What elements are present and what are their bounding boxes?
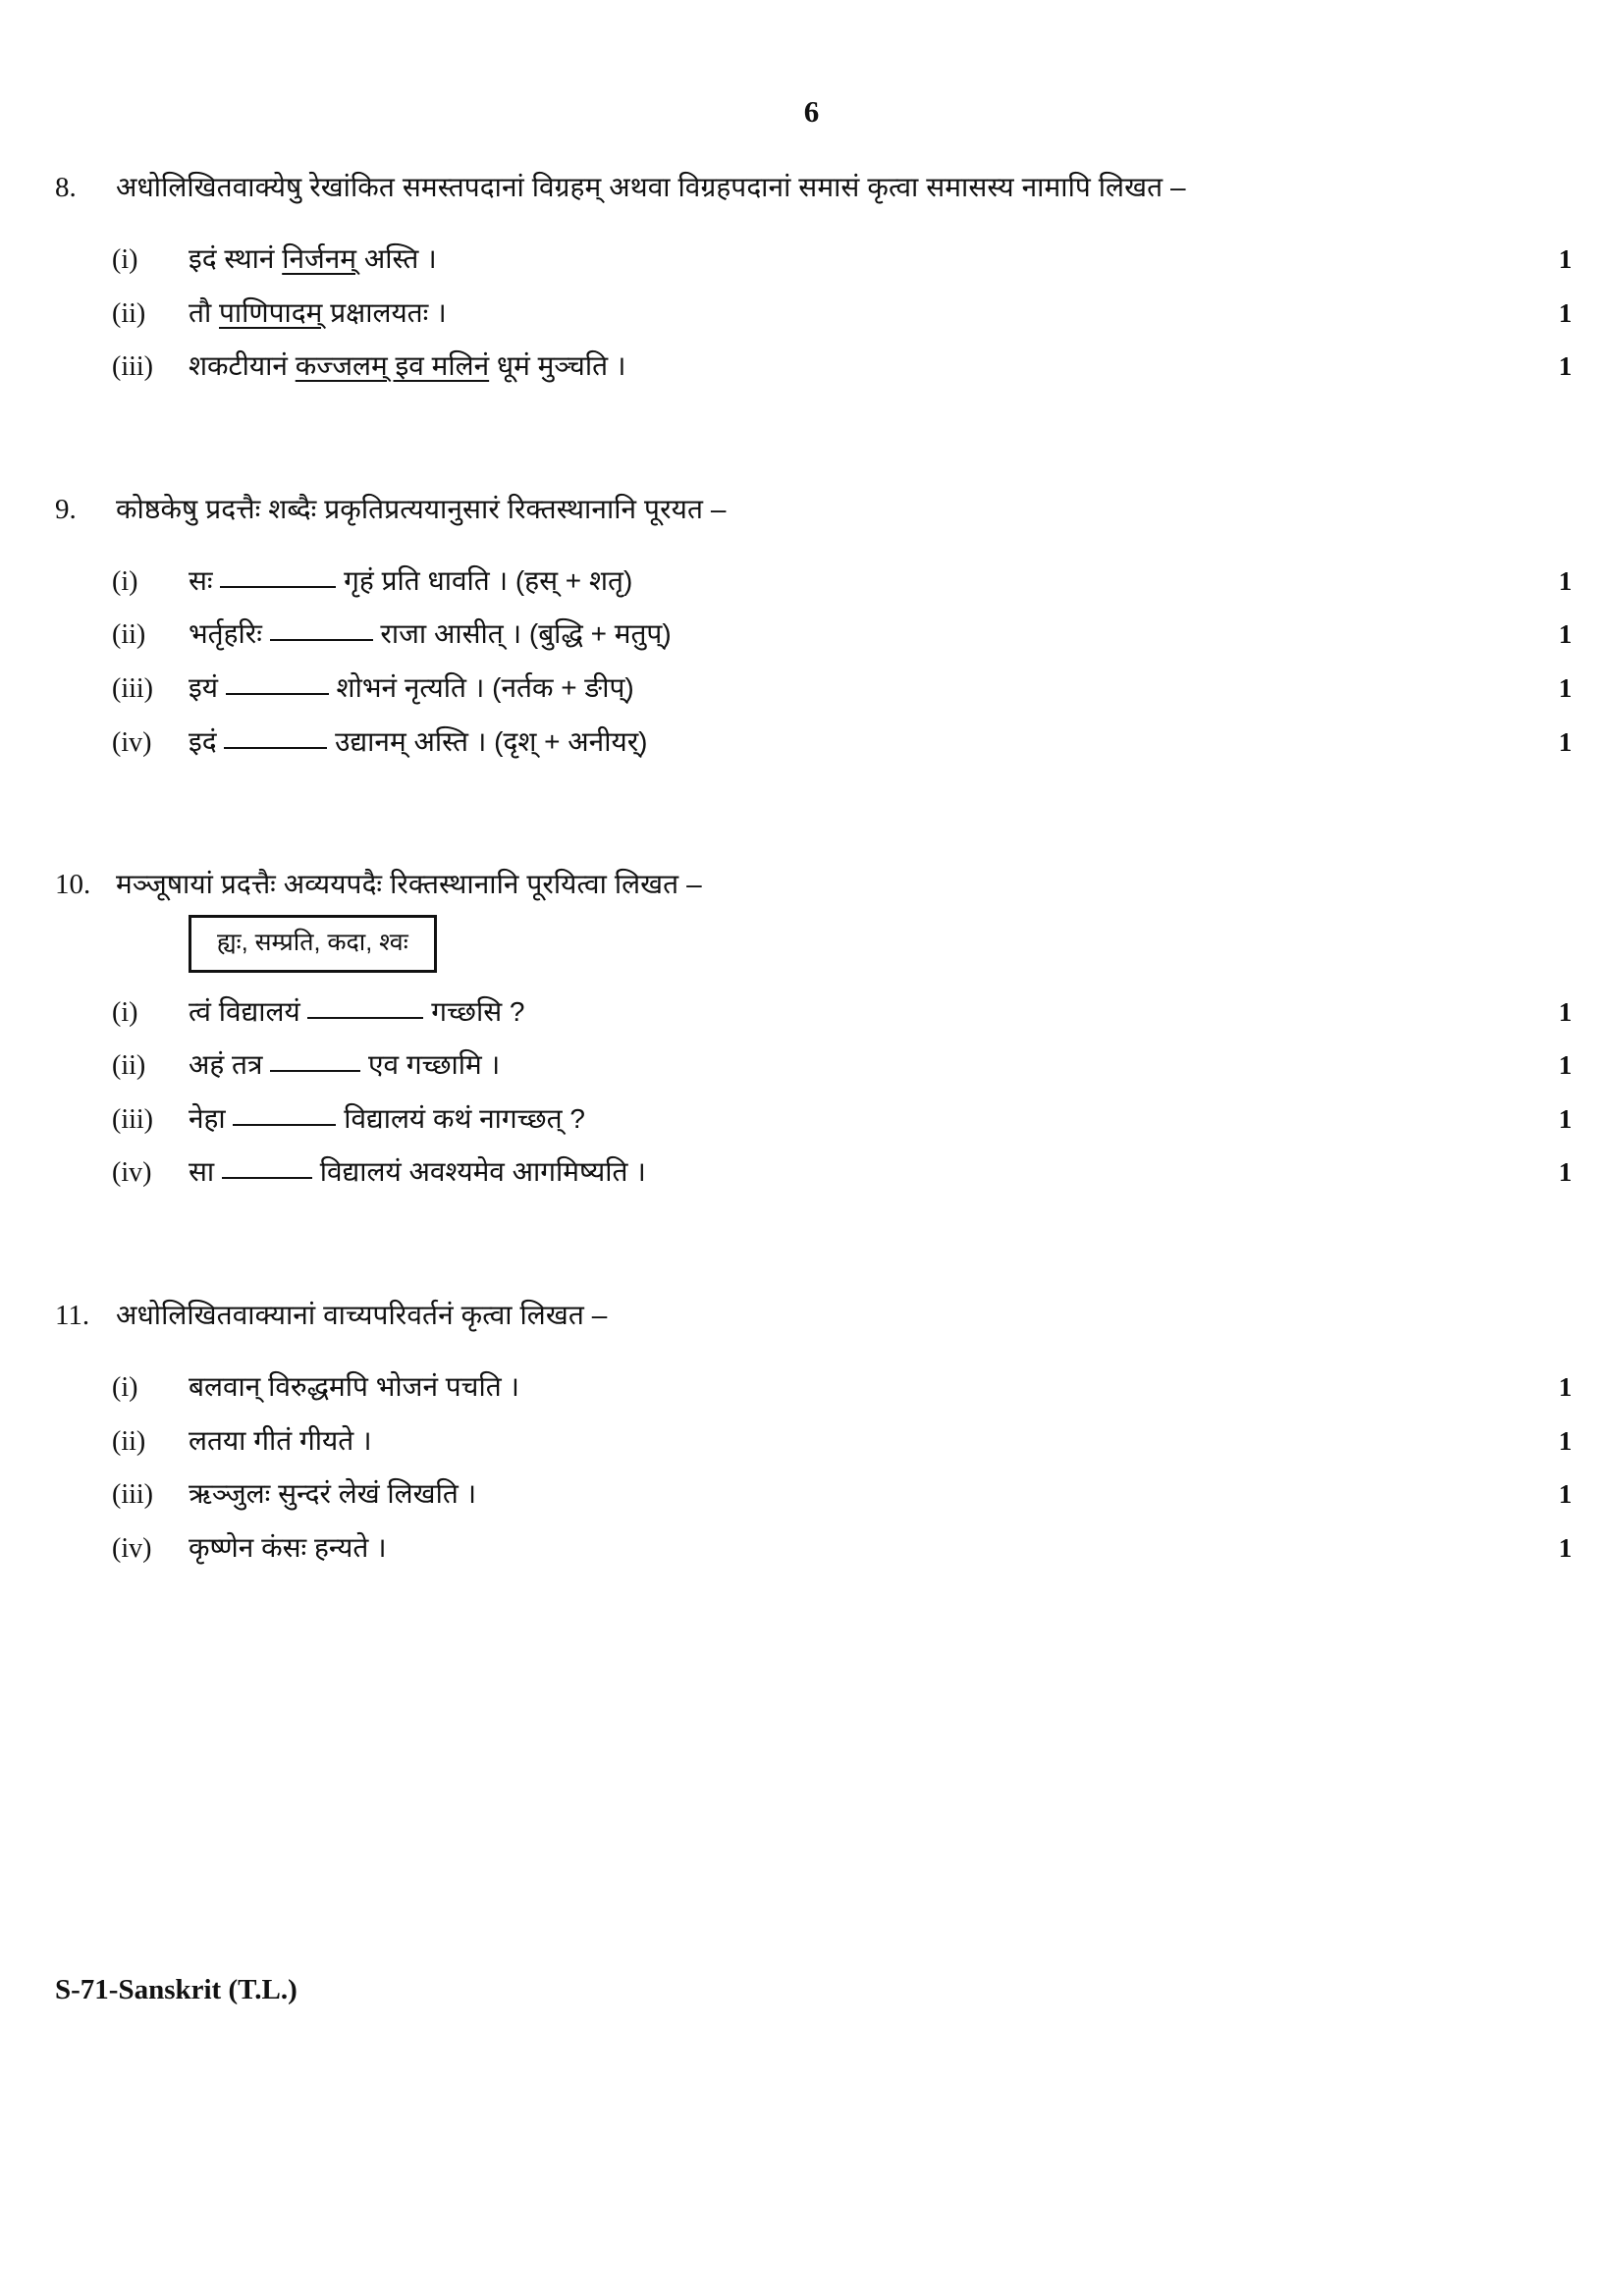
marks-value: 1 <box>1558 565 1572 596</box>
question-10-heading <box>55 864 1572 905</box>
item-body <box>189 992 1484 1033</box>
manjusha-wrapper <box>55 915 1572 973</box>
item-body <box>189 722 1484 763</box>
item-label: (ii) <box>112 1425 146 1457</box>
fill-in-blank[interactable] <box>226 693 329 695</box>
fill-in-blank[interactable] <box>270 639 373 641</box>
marks-value: 1 <box>1558 1103 1572 1134</box>
spacer <box>55 1255 1572 1295</box>
item-underlined-word: पाणिपादम् <box>219 296 323 328</box>
question-11 <box>55 1295 1572 1568</box>
marks-value: 1 <box>1558 1050 1572 1081</box>
question-8 <box>55 167 1572 387</box>
marks-value: 1 <box>1558 726 1572 757</box>
list-item <box>55 614 1572 655</box>
spacer <box>55 1139 1572 1152</box>
list-item <box>55 1474 1572 1515</box>
fill-in-blank[interactable] <box>233 1124 336 1126</box>
list-item <box>55 1367 1572 1408</box>
spacer <box>55 1515 1572 1528</box>
item-text-post: शोभनं नृत्यति । (नर्तक + ङीप्) <box>328 671 634 703</box>
manjusha-word-box: ह्यः, सम्प्रति, कदा, श्वः <box>189 915 437 973</box>
marks-value: 1 <box>1558 619 1572 650</box>
fill-in-blank[interactable] <box>307 1017 423 1019</box>
question-9 <box>55 489 1572 762</box>
list-item <box>55 347 1572 387</box>
marks-value: 1 <box>1558 244 1572 274</box>
marks-value: 1 <box>1558 297 1572 328</box>
item-label: (iv) <box>112 1157 152 1189</box>
item-body <box>189 1152 1484 1193</box>
spacer <box>55 762 1572 825</box>
item-underlined-word: कज्जलम् इव मलिनं <box>295 350 490 382</box>
item-text-post: विद्यालयं अवश्यमेव आगमिष्यति । <box>311 1156 646 1188</box>
item-label: (iii) <box>112 1103 153 1135</box>
item-label: (ii) <box>112 619 146 651</box>
spacer <box>55 601 1572 614</box>
item-body <box>189 240 1484 280</box>
spacer <box>55 538 1572 561</box>
marks-value: 1 <box>1558 1532 1572 1563</box>
item-label: (iii) <box>112 672 153 704</box>
fill-in-blank[interactable] <box>220 586 336 588</box>
question-10-items <box>55 992 1572 1193</box>
item-text-pre: इयं <box>189 671 226 703</box>
question-10-text: मञ्जूषायां प्रदत्तैः अव्ययपदैः रिक्तस्थानानि पूरयित्वा लिखत – <box>116 869 702 900</box>
item-body: लतया गीतं गीयते । <box>189 1424 372 1456</box>
item-body <box>189 294 1484 334</box>
item-text-pre: तौ <box>189 296 219 328</box>
spacer <box>55 450 1572 489</box>
question-8-number: 8. <box>55 172 77 203</box>
spacer <box>55 979 1572 992</box>
spacer <box>55 216 1572 240</box>
item-text-pre: इदं <box>189 725 225 757</box>
question-10 <box>55 864 1572 1193</box>
item-label: (i) <box>112 244 138 275</box>
item-label: (iv) <box>112 1532 152 1564</box>
question-9-number: 9. <box>55 493 77 525</box>
list-item <box>55 668 1572 709</box>
page-number: 6 <box>803 94 820 129</box>
item-text-post: एव गच्छामि । <box>360 1049 501 1081</box>
question-11-items <box>55 1367 1572 1568</box>
list-item <box>55 1528 1572 1569</box>
fill-in-blank[interactable] <box>222 1177 312 1179</box>
item-text-pre: शकटीयानं <box>189 350 296 382</box>
question-11-heading <box>55 1295 1572 1336</box>
fill-in-blank[interactable] <box>270 1070 360 1072</box>
fill-in-blank[interactable] <box>224 747 327 749</box>
spacer <box>55 1408 1572 1421</box>
item-text-pre: सः <box>189 564 221 596</box>
spacer <box>55 280 1572 294</box>
item-text-post: प्रक्षालयतः । <box>322 296 447 328</box>
item-text-pre: अहं तत्र <box>189 1049 271 1081</box>
spacer <box>55 1032 1572 1045</box>
item-text-pre: त्वं विद्यालयं <box>189 995 308 1027</box>
item-underlined-word: निर्जनम् <box>282 243 357 274</box>
item-body <box>189 668 1484 709</box>
question-9-items <box>55 561 1572 762</box>
item-text-pre: भर्तृहरिः <box>189 618 270 650</box>
item-body: बलवान् विरुद्धमपि भोजनं पचति । <box>189 1371 520 1403</box>
item-label: (i) <box>112 996 138 1028</box>
item-label: (iii) <box>112 351 153 383</box>
spacer <box>55 825 1572 864</box>
marks-value: 1 <box>1558 1425 1572 1456</box>
question-11-number: 11. <box>55 1300 90 1332</box>
list-item <box>55 1045 1572 1086</box>
marks-value: 1 <box>1558 351 1572 382</box>
item-text-post: उद्यानम् अस्ति । (दृश् + अनीयर्) <box>327 725 648 757</box>
item-text-post: गृहं प्रति धावति । (हस् + शतृ) <box>336 564 633 596</box>
spacer <box>55 387 1572 450</box>
list-item <box>55 294 1572 334</box>
item-text-pre: इदं स्थानं <box>189 243 283 274</box>
item-text-post: राजा आसीत् । (बुद्धि + मतुप्) <box>372 618 672 650</box>
item-text-post: विद्यालयं कथं नागच्छत् ? <box>336 1102 585 1134</box>
item-label: (iv) <box>112 726 152 758</box>
question-8-heading <box>55 167 1572 208</box>
spacer <box>55 709 1572 722</box>
list-item <box>55 240 1572 280</box>
marks-value: 1 <box>1558 672 1572 703</box>
item-body <box>189 614 1484 655</box>
item-text-pre: नेहा <box>189 1102 234 1134</box>
item-body <box>189 561 1484 602</box>
question-9-heading <box>55 489 1572 530</box>
item-label: (i) <box>112 1372 138 1404</box>
spacer <box>55 1461 1572 1474</box>
item-label: (ii) <box>112 1050 146 1082</box>
item-body: कृष्णेन कंसः हन्यते । <box>189 1531 387 1563</box>
paper-code-footer: S-71-Sanskrit (T.L.) <box>55 1974 298 2005</box>
spacer <box>55 333 1572 347</box>
list-item <box>55 992 1572 1033</box>
question-8-text: अधोलिखितवाक्येषु रेखांकित समस्तपदानां विग्रहम् अथवा विग्रहपदानां समासं कृत्वा समासस्य नामापि लिखत – <box>116 172 1186 202</box>
item-text-pre: सा <box>189 1156 222 1188</box>
list-item <box>55 1421 1572 1462</box>
spacer <box>55 1086 1572 1099</box>
spacer <box>55 1193 1572 1255</box>
item-body <box>189 1099 1484 1140</box>
item-body: ऋञ्जुलः सुन्दरं लेखं लिखति । <box>189 1478 477 1510</box>
item-body <box>189 1045 1484 1086</box>
marks-value: 1 <box>1558 1479 1572 1510</box>
marks-value: 1 <box>1558 1157 1572 1188</box>
marks-value: 1 <box>1558 996 1572 1027</box>
marks-value: 1 <box>1558 1372 1572 1403</box>
spacer <box>55 655 1572 668</box>
item-label: (iii) <box>112 1479 153 1511</box>
item-label: (ii) <box>112 297 146 329</box>
spacer <box>55 1344 1572 1367</box>
question-11-text: अधोलिखितवाक्यानां वाच्यपरिवर्तनं कृत्वा लिखत – <box>116 1300 608 1331</box>
question-9-text: कोष्ठकेषु प्रदत्तैः शब्दैः प्रकृतिप्रत्ययानुसारं रिक्तस्थानानि पूरयत – <box>116 493 727 524</box>
item-text-post: अस्ति । <box>356 243 437 274</box>
item-label: (i) <box>112 565 138 597</box>
question-8-items <box>55 240 1572 387</box>
question-10-number: 10. <box>55 869 91 901</box>
question-content <box>55 167 1572 1568</box>
list-item <box>55 1099 1572 1140</box>
list-item <box>55 561 1572 602</box>
list-item <box>55 722 1572 763</box>
item-body <box>189 347 1484 387</box>
item-text-post: धूमं मुञ्चति । <box>489 350 626 382</box>
item-text-post: गच्छसि ? <box>423 995 525 1027</box>
list-item <box>55 1152 1572 1193</box>
